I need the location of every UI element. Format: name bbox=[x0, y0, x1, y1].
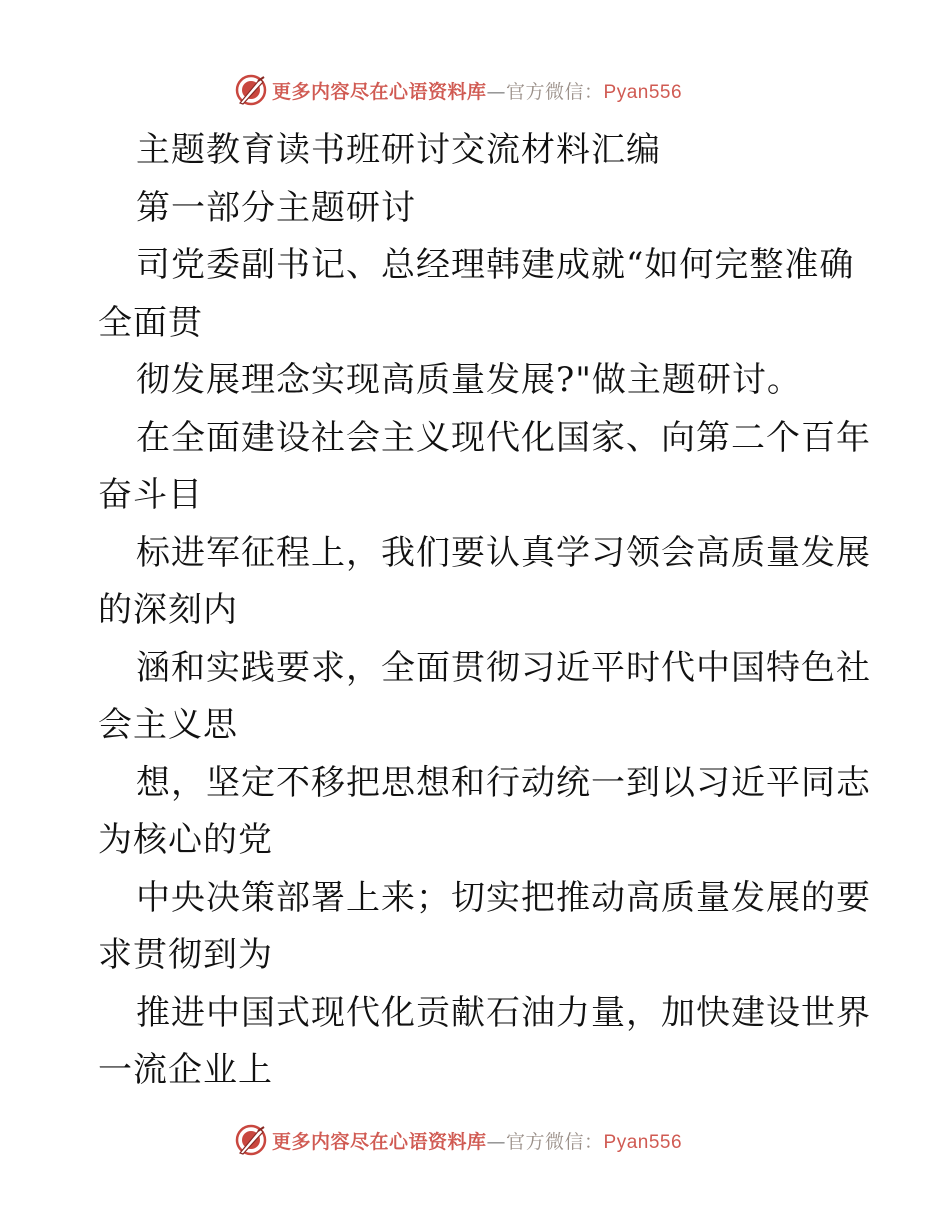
paragraph-line: 全面贯 bbox=[98, 302, 203, 343]
quill-seal-icon bbox=[234, 73, 268, 107]
watermark-separator: — bbox=[486, 80, 507, 103]
paragraph-line: 为核心的党 bbox=[98, 820, 273, 860]
paragraph-line: 想，坚定不移把思想和行动统一到以习近平同志 bbox=[136, 762, 871, 803]
paragraph-line: 标进军征程上，我们要认真学习领会高质量发展 bbox=[136, 532, 871, 573]
document-title: 主题教育读书班研讨交流材料汇编 bbox=[136, 130, 661, 170]
watermark-main-text: 更多内容尽在心语资料库 bbox=[272, 80, 487, 103]
paragraph-line: 的深刻内 bbox=[98, 590, 238, 630]
section-heading: 第一部分主题研讨 bbox=[136, 187, 416, 228]
watermark-separator: — bbox=[486, 1130, 507, 1153]
paragraph-line: 涵和实践要求，全面贯彻习近平时代中国特色社 bbox=[136, 647, 871, 688]
paragraph-line: 彻发展理念实现高质量发展?"做主题研讨。 bbox=[136, 360, 802, 400]
paragraph-line: 司党委副书记、总经理韩建成就“如何完整准确 bbox=[136, 245, 855, 285]
paragraph-line: 会主义思 bbox=[98, 705, 238, 745]
watermark-label: 官方微信： bbox=[506, 80, 604, 103]
header-watermark bbox=[234, 70, 754, 110]
footer-watermark bbox=[234, 1120, 754, 1160]
watermark-id: Pyan556 bbox=[603, 81, 683, 103]
paragraph-line: 一流企业上 bbox=[98, 1050, 273, 1090]
quill-seal-icon bbox=[234, 1123, 268, 1157]
document-body bbox=[98, 122, 871, 1100]
watermark-id: Pyan556 bbox=[603, 1131, 683, 1153]
watermark-label: 官方微信： bbox=[506, 1130, 604, 1153]
paragraph-line: 中央决策部署上来；切实把推动高质量发展的要 bbox=[136, 877, 871, 918]
paragraph-line: 推进中国式现代化贡献石油力量，加快建设世界 bbox=[136, 992, 871, 1033]
paragraph-line: 求贯彻到为 bbox=[98, 935, 273, 975]
paragraph-line: 奋斗目 bbox=[98, 475, 203, 515]
paragraph-line: 在全面建设社会主义现代化国家、向第二个百年 bbox=[136, 417, 871, 458]
watermark-main-text: 更多内容尽在心语资料库 bbox=[272, 1130, 487, 1153]
